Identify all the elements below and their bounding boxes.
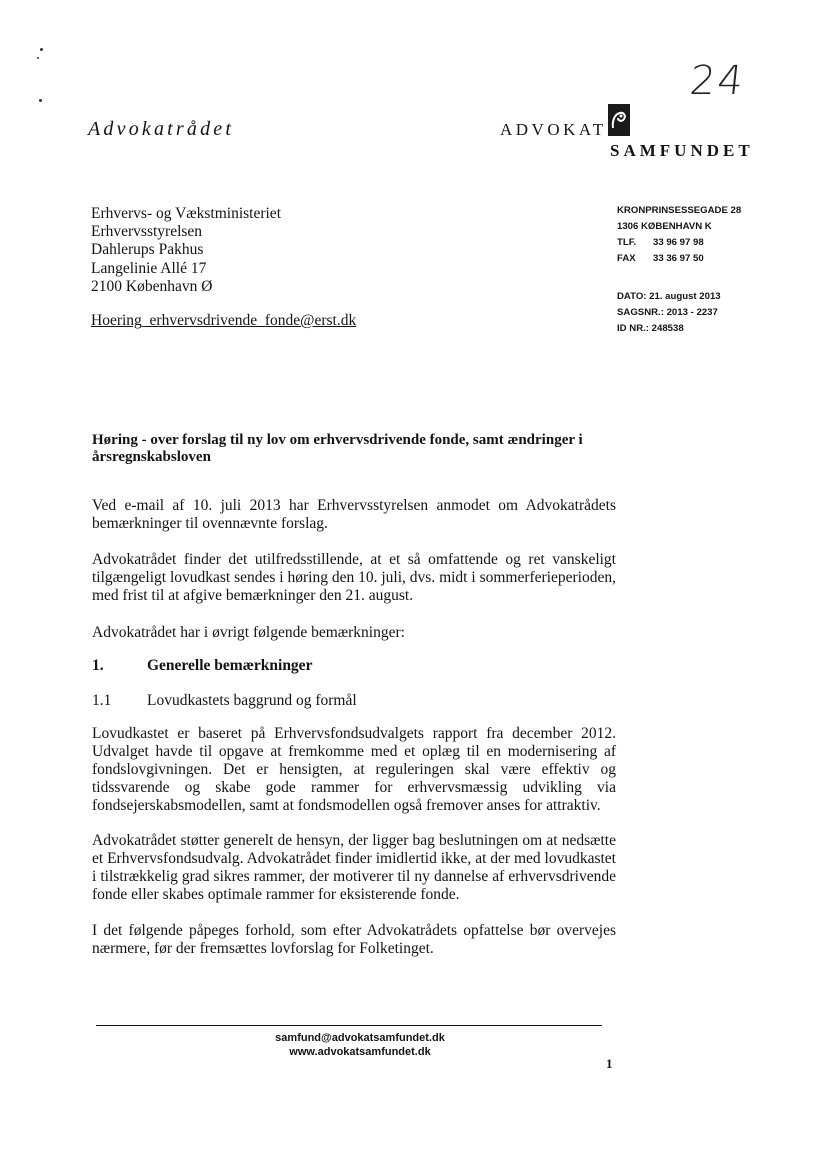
subsection-heading (92, 692, 357, 710)
fax-label: FAX (617, 253, 636, 264)
id-number: ID NR.: 248538 (617, 323, 684, 334)
paragraph: Advokatrådet støtter generelt de hensyn, der ligger bag beslutningen om at nedsætte et Erhvervsfondsudvalg. Advokatrådet finder imidlertid ikke, at der med lovudkastet i tilstrækkelig grad sikres rammer, der motiverer til ny dannelse af erhvervsdrivende fonde eller skabes optimale rammer for eksisterende fonde. (92, 832, 616, 903)
advokatraadet-heading: Advokatrådet (88, 118, 235, 140)
recipient-line: 2100 København Ø (91, 277, 213, 295)
handwritten-page-number: 24 (687, 58, 748, 104)
case-number: SAGSNR.: 2013 - 2237 (617, 307, 718, 318)
scan-speck (39, 99, 42, 102)
fax-value: 33 36 97 50 (653, 253, 704, 264)
logo-text-advokat: ADVOKAT (500, 120, 607, 139)
paragraph: Lovudkastet er baseret på Erhvervsfondsudvalgets rapport fra december 2012. Udvalget havde til opgave at fremkomme med et oplæg til en modernisering af fondslovgivningen. Det er hensigten, at reguleringen skal være effektiv og tidssvarende og skabe gode rammer for erhvervsmæssig udvikling via fondsejerskabsmodellen, samt at fondsmodellen også fremover anses for attraktiv. (92, 725, 616, 814)
recipient-line: Dahlerups Pakhus (91, 241, 204, 259)
sender-info (617, 203, 741, 337)
section-heading (92, 657, 312, 675)
letter-date: DATO: 21. august 2013 (617, 291, 721, 302)
sender-phone (617, 235, 741, 251)
advokatsamfundet-logo-icon (608, 104, 630, 136)
footer-website[interactable]: www.advokatsamfundet.dk (289, 1046, 431, 1058)
paragraph: Advokatrådet har i øvrigt følgende bemærkninger: (92, 624, 405, 641)
scan-speck (40, 48, 43, 51)
recipient-email-link[interactable]: Hoering_erhvervsdrivende_fonde@erst.dk (91, 312, 357, 329)
letter-subject: Høring - over forslag til ny lov om erhvervsdrivende fonde, samt ændringer i årsregnskabsloven (92, 432, 583, 465)
sender-address-line: KRONPRINSESSEGADE 28 (617, 205, 742, 216)
paragraph: Ved e-mail af 10. juli 2013 har Erhvervsstyrelsen anmodet om Advokatrådets bemærkninger til ovennævnte forslag. (92, 497, 616, 532)
subsection-number: 1.1 (92, 692, 112, 709)
phone-label: TLF. (617, 237, 637, 248)
recipient-address (91, 205, 281, 296)
footer-divider (96, 1025, 602, 1026)
paragraph: I det følgende påpeges forhold, som efter Advokatrådets opfattelse bør overvejes nærmere, før der fremsættes lovforslag for Folketinget. (92, 922, 616, 957)
recipient-line: Erhvervs- og Vækstministeriet (91, 205, 281, 222)
page-number: 1 (606, 1056, 613, 1071)
sender-fax (617, 251, 741, 267)
paragraph: Advokatrådet finder det utilfredsstillende, at et så omfattende og ret vanskeligt tilgængeligt lovudkast sendes i høring den 10. juli, dvs. midt i sommerferieperioden, med frist til at afgive bemærkninger den 21. august. (92, 551, 616, 604)
recipient-line: Langelinie Allé 17 (91, 259, 207, 277)
section-title: Generelle bemærkninger (147, 657, 313, 674)
recipient-line: Erhvervsstyrelsen (91, 223, 203, 241)
section-number: 1. (92, 657, 104, 674)
sender-address-line: 1306 KØBENHAVN K (617, 221, 712, 232)
logo-text-samfundet: SAMFUNDET (610, 141, 754, 160)
scan-speck (37, 57, 39, 59)
footer-email[interactable]: samfund@advokatsamfundet.dk (275, 1032, 445, 1044)
phone-value: 33 96 97 98 (653, 237, 704, 248)
subsection-title: Lovudkastets baggrund og formål (147, 692, 357, 709)
